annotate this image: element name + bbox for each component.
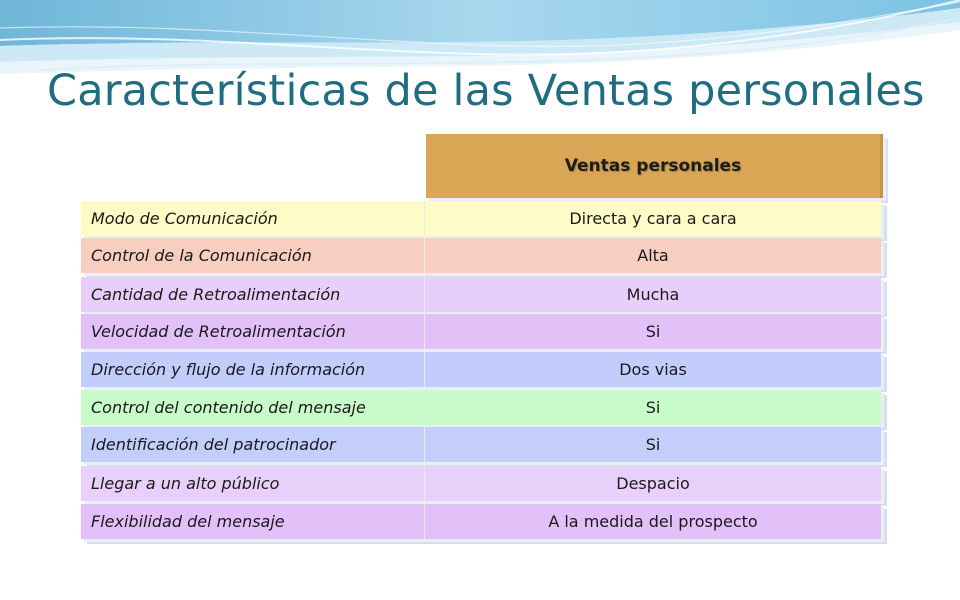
table-row [81, 352, 881, 387]
table-row [81, 238, 881, 273]
table-header-label: Ventas personales [564, 156, 742, 176]
page-title: Características de las Ventas personales [47, 66, 925, 116]
table-row [81, 390, 881, 425]
row-label: Cantidad de Retroalimentación [81, 277, 425, 312]
table-row [81, 201, 881, 236]
table-row [81, 466, 881, 501]
row-value: Si [645, 322, 661, 341]
row-value: Directa y cara a cara [569, 209, 737, 228]
row-label: Control de la Comunicación [81, 238, 425, 273]
table-row [81, 277, 881, 312]
row-label: Identificación del patrocinador [81, 427, 425, 462]
row-label: Dirección y flujo de la información [81, 352, 425, 387]
row-label: Control del contenido del mensaje [81, 390, 425, 425]
row-label: Llegar a un alto público [81, 466, 425, 501]
row-value: Si [645, 398, 661, 417]
table-header-ventas-personales [426, 134, 883, 198]
row-value: Alta [637, 246, 669, 265]
row-label: Velocidad de Retroalimentación [81, 314, 425, 349]
row-value: Dos vias [619, 360, 687, 379]
row-value: A la medida del prospecto [548, 512, 758, 531]
row-value: Despacio [616, 474, 690, 493]
table-row [81, 427, 881, 462]
row-value: Si [645, 435, 661, 454]
table-row [81, 314, 881, 349]
row-value: Mucha [626, 285, 680, 304]
row-label: Flexibilidad del mensaje [81, 504, 425, 539]
row-label: Modo de Comunicación [81, 201, 425, 236]
table-row [81, 504, 881, 539]
